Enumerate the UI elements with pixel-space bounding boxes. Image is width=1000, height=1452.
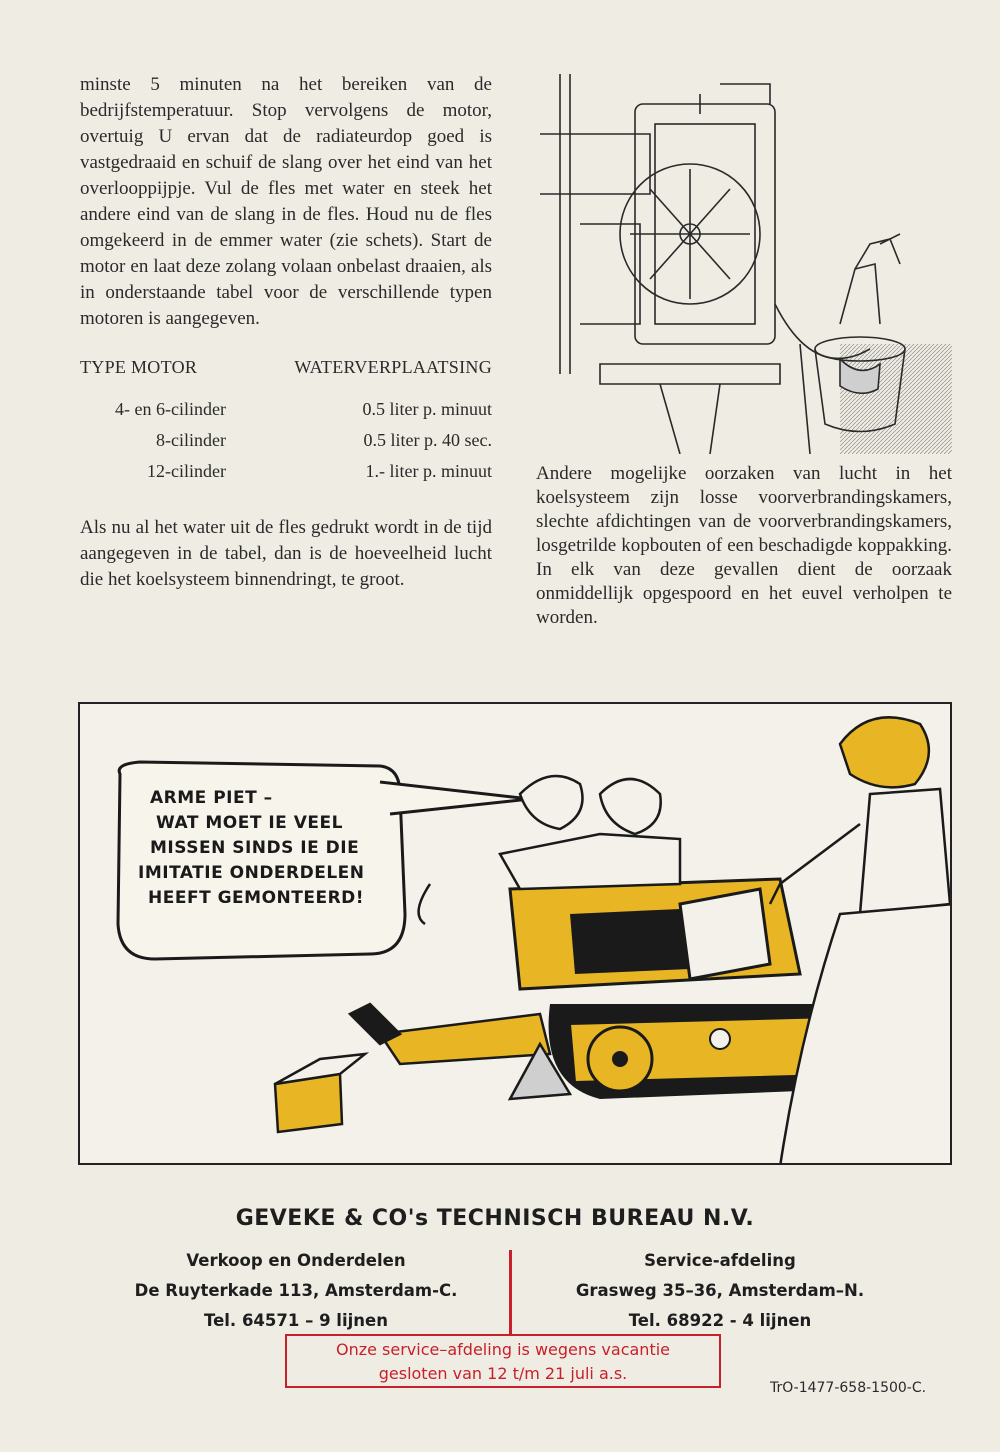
speech-bubble-text (120, 786, 410, 911)
engine-block-sketch (540, 74, 870, 454)
header-type-motor: TYPE MOTOR (80, 357, 198, 377)
conclusion-paragraph: Als nu al het water uit de fles gedrukt wordt in de tijd aangegeven in de tabel, dan is de hoeveelheid lucht die het koelsysteem binnendringt, te groot. (80, 517, 492, 590)
engine-radiator-illustration (540, 74, 952, 454)
table-cell-value: 0.5 liter p. 40 sec. (363, 430, 492, 450)
company-name: GEVEKE & CO's TECHNISCH BUREAU N.V. (235, 1206, 755, 1231)
service-address-block (520, 1246, 920, 1336)
table-cell-value: 1.- liter p. minuut (365, 461, 492, 481)
notice-line: gesloten van 12 t/m 21 juli a.s. (378, 1364, 628, 1383)
speech-line: MISSEN SINDS IE DIE (150, 838, 360, 858)
table-header-row (80, 354, 492, 394)
table-cell-value: 0.5 liter p. minuut (362, 399, 492, 419)
right-column (536, 462, 952, 630)
table-row (80, 425, 492, 456)
red-divider (509, 1250, 512, 1336)
intro-paragraph: minste 5 minuten na het bereiken van de bedrijfstemperatuur. Stop vervolgens de motor, overtuig U ervan dat de radiateurdop goed is vastgedraaid en schuif de slang over het eind van het overlooppijpje. Vul de fles met water en steek het andere eind van de slang in de fles. Houd nu de fles omgekeerd in de emmer water (zie schets). Start de motor en laat deze zolang volaan onbelast draaien, als in onderstaande tabel voor de verschillende typen motoren is aangegeven. (80, 74, 492, 329)
sales-phone: Tel. 64571 – 9 lijnen (204, 1311, 388, 1330)
left-column (80, 72, 492, 593)
service-address: Grasweg 35–36, Amsterdam–N. (575, 1281, 865, 1300)
table-row (80, 456, 492, 487)
motor-water-table (80, 354, 492, 487)
cartoon-drawing (80, 704, 952, 1165)
causes-paragraph: Andere mogelijke oorzaken van lucht in het koelsysteem zijn losse voorverbrandingskamers, slechte afdichtingen van de voorverbrandingskamers, losgetrilde kopbouten of een beschadigde koppakking. In elk van deze gevallen dient de oorzaak onmiddellijk opgespoord en het euvel verholpen te worden. (536, 463, 952, 628)
speech-line: WAT MOET IE VEEL (156, 813, 343, 833)
walking-woman-drawing (680, 717, 952, 1165)
vacation-notice (285, 1334, 721, 1388)
speech-line: ARME PIET – (150, 788, 273, 808)
lying-man-drawing (350, 1004, 570, 1099)
sales-title: Verkoop en Onderdelen (186, 1251, 406, 1270)
table-cell-type: 4- en 6-cilinder (115, 399, 226, 419)
sales-address-block (96, 1246, 496, 1336)
speech-line: IMITATIE ONDERDELEN (138, 863, 365, 883)
speech-line: HEEFT GEMONTEERD! (148, 888, 365, 908)
table-cell-type: 12-cilinder (147, 461, 226, 481)
sales-address: De Ruyterkade 113, Amsterdam-C. (134, 1281, 458, 1300)
service-title: Service-afdeling (644, 1251, 796, 1270)
toolbox-drawing (275, 1054, 365, 1132)
table-row (80, 394, 492, 425)
notice-line: Onze service–afdeling is wegens vacantie (335, 1340, 671, 1359)
table-cell-type: 8-cilinder (156, 430, 226, 450)
service-phone: Tel. 68922 - 4 lijnen (628, 1311, 812, 1330)
cartoon-panel (78, 702, 952, 1165)
header-waterverplaatsing: WATERVERPLAATSING (294, 357, 492, 377)
print-code: TrO-1477-658-1500-C. (770, 1380, 927, 1396)
